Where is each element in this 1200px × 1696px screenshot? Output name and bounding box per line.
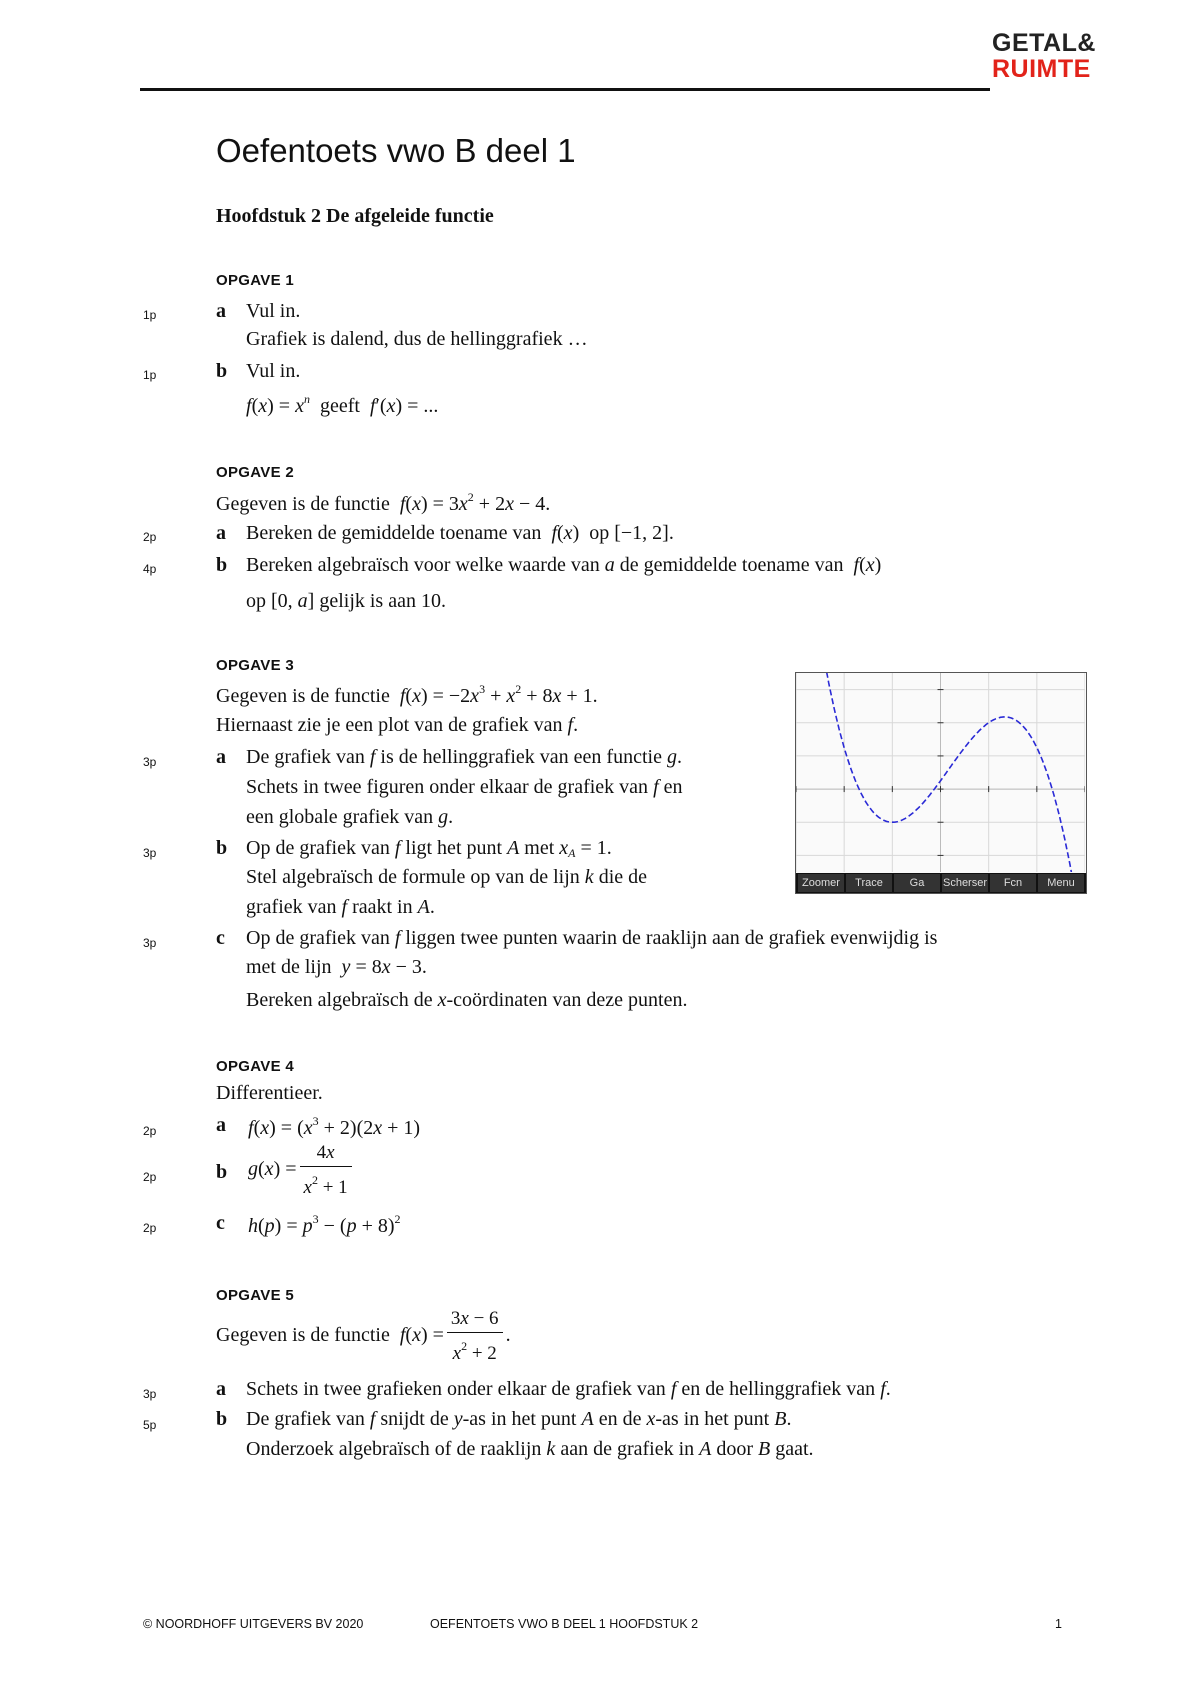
text-run: en (663, 776, 683, 798)
question-text: Onderzoek algebraïsch of de raaklijn k aan de grafiek in A door B gaat. (246, 1438, 814, 1460)
formula: $f(x) = (x^3 + 2)(2x + 1)$ (248, 1114, 421, 1139)
question-text: Vul in. (246, 360, 301, 382)
text-run: -as in het punt (462, 1408, 577, 1430)
text-run: met (524, 837, 555, 859)
text-run: Onderzoek algebraïsch of de raaklijn (246, 1438, 542, 1460)
page-number: 1 (1055, 1617, 1062, 1631)
text-run: De grafiek van (246, 1408, 365, 1430)
intro-label: Gegeven is de functie (216, 1324, 390, 1347)
text-run: met de lijn (246, 956, 332, 978)
question-text: Bereken algebraïsch voor welke waarde van a de gemiddelde toename van f(x) (246, 554, 882, 576)
question-text: Grafiek is dalend, dus de hellinggrafiek … (246, 328, 588, 350)
menu-menu[interactable]: Menu (1038, 874, 1084, 892)
points: 3p (143, 755, 157, 769)
question-text: Bereken algebraïsch de x-coördinaten van deze punten. (246, 989, 688, 1011)
points: 2p (143, 1124, 157, 1138)
text-run: raakt in (352, 896, 413, 918)
text-run: de gemiddelde toename van (619, 554, 844, 576)
part-label: b (216, 360, 228, 382)
opgave-5-heading: OPGAVE 5 (216, 1287, 294, 1304)
part-label: c (216, 927, 225, 949)
text-run: Op de grafiek van (246, 837, 390, 859)
text-run: en de hellinggrafiek van (681, 1378, 876, 1400)
question-text: Vul in. (246, 300, 301, 322)
points: 3p (143, 936, 157, 950)
text-run: op [−1, 2]. (589, 522, 674, 544)
menu-zoomer[interactable]: Zoomer (798, 874, 844, 892)
intro-text: Hiernaast zie je een plot van de grafiek van f. (216, 714, 579, 736)
points: 5p (143, 1418, 157, 1432)
formula: g(x) = $\frac{4x}{x^2 + 1}$ (248, 1142, 355, 1199)
text-run: Schets in twee figuren onder elkaar de grafiek van (246, 776, 649, 798)
text-run: en de (598, 1408, 642, 1430)
menu-scherm[interactable]: Scherser (942, 874, 988, 892)
text-run: een globale grafiek van (246, 806, 434, 828)
text-run: grafiek van (246, 896, 337, 918)
points: 2p (143, 1170, 157, 1184)
opgave-3-heading: OPGAVE 3 (216, 657, 294, 674)
text-run: Bereken algebraïsch de (246, 989, 433, 1011)
formula: $h(p) = p^3 - (p + 8)^2$ (248, 1212, 401, 1237)
question-text: Schets in twee grafieken onder elkaar de grafiek van f en de hellinggrafiek van f. (246, 1378, 891, 1400)
text-run: Bereken de gemiddelde toename van (246, 522, 542, 544)
part-label: a (216, 522, 226, 544)
text-run: snijdt de (380, 1408, 449, 1430)
question-text: met de lijn y = 8x − 3. (246, 956, 427, 978)
opgave-2-heading: OPGAVE 2 (216, 464, 294, 481)
intro-label: Gegeven is de functie (216, 685, 390, 707)
text-run: ] gelijk is aan 10. (307, 590, 446, 612)
footer-copyright: © NOORDHOFF UITGEVERS BV 2020 (143, 1617, 364, 1631)
part-label: b (216, 1161, 228, 1183)
menu-fcn[interactable]: Fcn (990, 874, 1036, 892)
text-run: op [0, (246, 590, 293, 612)
opgave-1-heading: OPGAVE 1 (216, 272, 294, 289)
question-text: Bereken de gemiddelde toename van f(x) op [−1, 2]. (246, 522, 674, 544)
formula-word: geeft (319, 395, 360, 417)
text-run: -coördinaten van deze punten. (446, 989, 688, 1011)
points: 3p (143, 1387, 157, 1401)
text-run: Op de grafiek van (246, 927, 390, 949)
points: 2p (143, 1221, 157, 1235)
header-rule (140, 88, 990, 91)
calculator-menu-bar (796, 873, 1086, 893)
text-run: ligt het punt (405, 837, 503, 859)
footer-title: OEFENTOETS VWO B DEEL 1 HOOFDSTUK 2 (430, 1617, 699, 1631)
text-run: Schets in twee grafieken onder elkaar de grafiek van (246, 1378, 666, 1400)
text-run: door (716, 1438, 754, 1460)
part-label: b (216, 554, 228, 576)
chapter-title: Hoofdstuk 2 De afgeleide functie (216, 205, 494, 227)
intro-text: Gegeven is de functie $f(x) = -2x^3 + x^2 + 8x + 1$. (216, 682, 598, 707)
part-label: c (216, 1212, 225, 1234)
page-title: Oefentoets vwo B deel 1 (216, 132, 576, 169)
intro-label: Gegeven is de functie (216, 493, 390, 515)
brand-logo (992, 30, 1096, 82)
plot-canvas (796, 673, 1085, 872)
question-text: op [0, a] gelijk is aan 10. (246, 590, 446, 612)
part-label: a (216, 300, 226, 322)
points: 1p (143, 368, 157, 382)
opgave-4-heading: OPGAVE 4 (216, 1058, 294, 1075)
menu-ga[interactable]: Ga (894, 874, 940, 892)
text-run: aan de grafiek in (560, 1438, 695, 1460)
text-run: die de (598, 866, 647, 888)
points: 1p (143, 308, 157, 322)
part-label: b (216, 837, 228, 859)
question-text: De grafiek van f snijdt de y-as in het punt A en de x-as in het punt B. (246, 1408, 792, 1430)
part-label: b (216, 1408, 228, 1430)
intro-text: Differentieer. (216, 1082, 323, 1104)
text-run: -as in het punt (655, 1408, 770, 1430)
text-run: gaat. (775, 1438, 814, 1460)
text-run: is de hellinggrafiek van een functie (380, 746, 662, 768)
points: 3p (143, 846, 157, 860)
part-label: a (216, 746, 226, 768)
brand-line1: GETAL& (992, 29, 1096, 57)
part-label: a (216, 1378, 226, 1400)
text-run: De grafiek van (246, 746, 365, 768)
question-text: grafiek van f raakt in A. (246, 896, 435, 918)
intro-text: Gegeven is de functie $f(x) = 3x^2 + 2x - 4$. (216, 490, 551, 515)
points: 2p (143, 530, 157, 544)
text-run: Bereken algebraïsch voor welke waarde van (246, 554, 600, 576)
part-label: a (216, 1114, 226, 1136)
question-text: Stel algebraïsch de formule op van de lijn k die de (246, 866, 647, 888)
text-run: liggen twee punten waarin de raaklijn aan de grafiek evenwijdig is (405, 927, 938, 949)
brand-line2: RUIMTE (992, 55, 1091, 83)
text-run: Hiernaast zie je een plot van de grafiek van (216, 714, 563, 736)
calculator-plot (795, 672, 1087, 894)
question-text: Schets in twee figuren onder elkaar de grafiek van f en (246, 776, 683, 798)
question-text: een globale grafiek van g. (246, 806, 454, 828)
question-text: Op de grafiek van f ligt het punt A met $x_A = 1$. (246, 837, 612, 860)
question-text: Op de grafiek van f liggen twee punten waarin de raaklijn aan de grafiek evenwijdig is (246, 927, 938, 949)
intro-text: Gegeven is de functie f(x) = $\frac{3x - 6}{x^2 + 2}$ . (216, 1308, 511, 1364)
text-run: Stel algebraïsch de formule op van de lijn (246, 866, 580, 888)
menu-trace[interactable]: Trace (846, 874, 892, 892)
points: 4p (143, 562, 157, 576)
question-text: De grafiek van f is de hellinggrafiek van een functie g. (246, 746, 682, 768)
formula: $f(x) = x^n$ geeft f′(x) = ... (246, 392, 439, 417)
series-line-f (825, 673, 1080, 872)
